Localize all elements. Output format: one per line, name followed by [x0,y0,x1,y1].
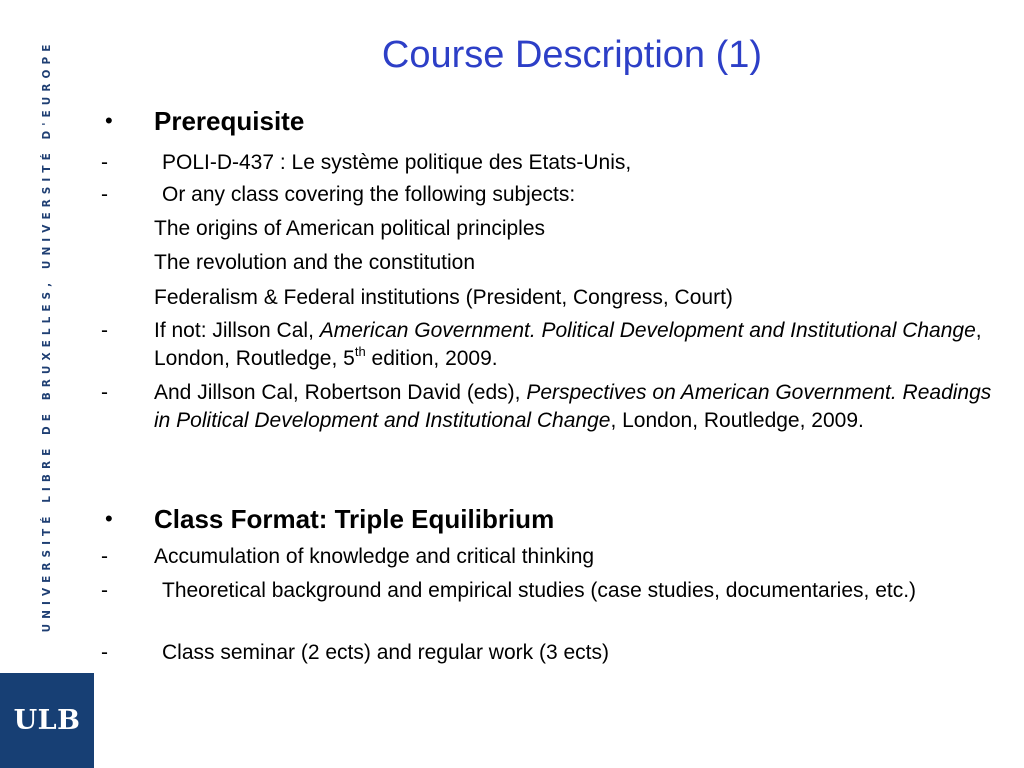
bullet-icon: • [105,506,113,531]
prerequisite-heading: Prerequisite [154,106,305,136]
dash-icon: - [101,545,108,568]
dash-icon: - [101,183,108,206]
reference-jillson-robertson: And Jillson Cal, Robertson David (eds), Perspectives on American Government. Readings in Political Development and Institutional Change, London, Routledge, 2009. [154,381,992,432]
bullet-icon: • [105,108,113,133]
dash-icon: - [101,381,108,404]
prerequisite-item: Or any class covering the following subjects: [162,183,576,206]
subject-item: The origins of American political principles [154,217,546,240]
ulb-logo [0,673,94,768]
university-name-vertical: UNIVERSITÉ LIBRE DE BRUXELLES, UNIVERSITÉ D'EUROPE [41,39,53,633]
subject-item: The revolution and the constitution [154,251,476,274]
dash-icon: - [101,641,108,664]
ulb-logo-text: ULB [13,705,81,736]
university-vertical-band [0,0,94,673]
dash-icon: - [101,151,108,174]
dash-icon: - [101,319,108,342]
class-format-item: Accumulation of knowledge and critical thinking [154,545,595,568]
class-format-heading: Class Format: Triple Equilibrium [154,504,555,534]
reference-jillson: If not: Jillson Cal, American Government. Political Development and Institutional Change, London, Routledge, 5th edition, 2009. [154,319,982,370]
class-format-item: Class seminar (2 ects) and regular work (3 ects) [162,641,609,664]
dash-icon: - [101,579,108,602]
subject-item: Federalism & Federal institutions (President, Congress, Court) [154,286,733,309]
class-format-item: Theoretical background and empirical studies (case studies, documentaries, etc.) [162,579,917,602]
slide-title: Course Description (1) [381,34,763,76]
prerequisite-item: POLI-D-437 : Le système politique des Etats-Unis, [162,151,632,174]
